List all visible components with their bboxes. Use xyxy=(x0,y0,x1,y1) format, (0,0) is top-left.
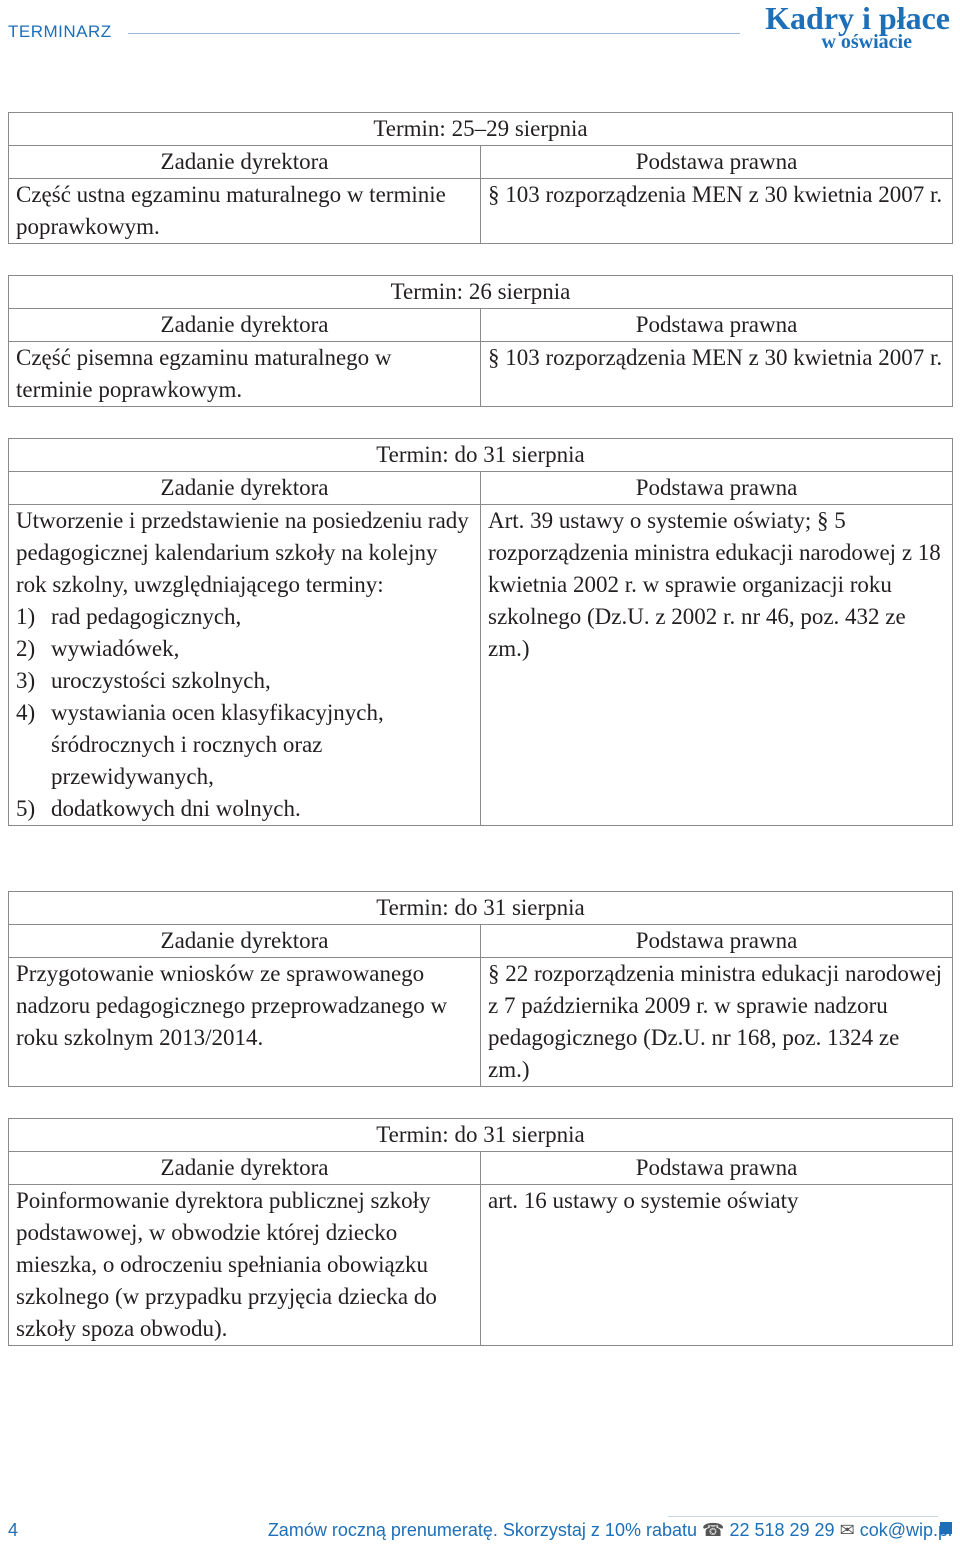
deadline-block-1 xyxy=(8,112,953,244)
phone-number: 22 518 29 29 xyxy=(729,1520,835,1540)
list-item xyxy=(16,793,473,825)
task-list xyxy=(16,601,473,825)
envelope-icon: ✉ xyxy=(839,1520,855,1540)
basis-column-header: Podstawa prawna xyxy=(481,925,953,958)
basis-column-header: Podstawa prawna xyxy=(481,309,953,342)
footer-divider xyxy=(668,1516,938,1517)
legal-basis-cell: § 103 rozporządzenia MEN z 30 kwietnia 2007 r. xyxy=(481,179,953,244)
basis-column-header: Podstawa prawna xyxy=(481,472,953,505)
task-column-header: Zadanie dyrektora xyxy=(9,925,481,958)
task-cell: Przygotowanie wniosków ze sprawowanego nadzoru pedagogicznego przeprowadzanego w roku szkolnym 2013/2014. xyxy=(9,958,481,1087)
deadline-heading: Termin: 25–29 sierpnia xyxy=(9,113,953,146)
footer-promo xyxy=(268,1520,952,1541)
legal-basis-cell: art. 16 ustawy o systemie oświaty xyxy=(481,1185,953,1346)
publication-logo xyxy=(765,2,950,52)
basis-column-header: Podstawa prawna xyxy=(481,1152,953,1185)
task-column-header: Zadanie dyrektora xyxy=(9,1152,481,1185)
header-divider xyxy=(128,33,740,34)
task-column-header: Zadanie dyrektora xyxy=(9,472,481,505)
list-text: wywiadówek, xyxy=(51,636,180,661)
promo-text: Zamów roczną prenumeratę. Skorzystaj z 10% rabatu xyxy=(267,1520,697,1540)
list-item xyxy=(16,633,473,665)
list-item xyxy=(16,601,473,633)
list-number: 3) xyxy=(16,668,36,693)
email-link[interactable]: cok@wip.pl xyxy=(859,1520,952,1540)
task-cell: Poinformowanie dyrektora publicznej szkoły podstawowej, w obwodzie której dziecko mieszka, o odroczeniu spełniania obowiązku szkolnego (w przypadku przyjęcia dziecka do szkoły spoza obwodu). xyxy=(9,1185,481,1346)
logo-line-2: w oświacie xyxy=(821,31,912,53)
deadline-block-5 xyxy=(8,1118,953,1346)
deadline-heading: Termin: 26 sierpnia xyxy=(9,276,953,309)
list-text: wystawiania ocen klasyfikacyjnych, śródrocznych i rocznych oraz przewidywanych, xyxy=(51,700,384,789)
logo-line-1: Kadry i płace xyxy=(765,0,950,36)
task-intro: Utworzenie i przedstawienie na posiedzeniu rady pedagogicznej kalendarium szkoły na kolejny rok szkolny, uwzględniającego terminy: xyxy=(16,508,469,597)
list-number: 2) xyxy=(16,636,36,661)
list-number: 5) xyxy=(16,796,36,821)
legal-basis-cell: Art. 39 ustawy o systemie oświaty; § 5 rozporządzenia ministra edukacji narodowej z 18 kwietnia 2002 r. w sprawie organizacji roku szkolnego (Dz.U. z 2002 r. nr 46, poz. 432 ze zm.) xyxy=(481,505,953,826)
deadline-heading: Termin: do 31 sierpnia xyxy=(9,439,953,472)
basis-column-header: Podstawa prawna xyxy=(481,146,953,179)
deadline-heading: Termin: do 31 sierpnia xyxy=(9,892,953,925)
task-cell: Część ustna egzaminu maturalnego w terminie poprawkowym. xyxy=(9,179,481,244)
legal-basis-cell: § 103 rozporządzenia MEN z 30 kwietnia 2007 r. xyxy=(481,342,953,407)
deadline-block-2 xyxy=(8,275,953,407)
list-number: 4) xyxy=(16,700,36,725)
list-text: rad pedagogicznych, xyxy=(51,604,242,629)
deadline-block-3 xyxy=(8,438,953,826)
phone-icon: ☎ xyxy=(702,1520,725,1540)
list-item xyxy=(16,665,473,697)
page-number: 4 xyxy=(8,1520,19,1540)
legal-basis-cell: § 22 rozporządzenia ministra edukacji narodowej z 7 października 2009 r. w sprawie nadzoru pedagogicznego (Dz.U. nr 168, poz. 1324 ze zm.) xyxy=(481,958,953,1087)
task-cell: Część pisemna egzaminu maturalnego w terminie poprawkowym. xyxy=(9,342,481,407)
section-title: TERMINARZ xyxy=(8,22,112,41)
list-text: dodatkowych dni wolnych. xyxy=(51,796,301,821)
list-text: uroczystości szkolnych, xyxy=(51,668,271,693)
list-item xyxy=(16,697,473,793)
list-number: 1) xyxy=(16,604,36,629)
task-cell xyxy=(9,505,481,826)
task-column-header: Zadanie dyrektora xyxy=(9,309,481,342)
deadline-heading: Termin: do 31 sierpnia xyxy=(9,1119,953,1152)
task-column-header: Zadanie dyrektora xyxy=(9,146,481,179)
deadline-block-4 xyxy=(8,891,953,1087)
